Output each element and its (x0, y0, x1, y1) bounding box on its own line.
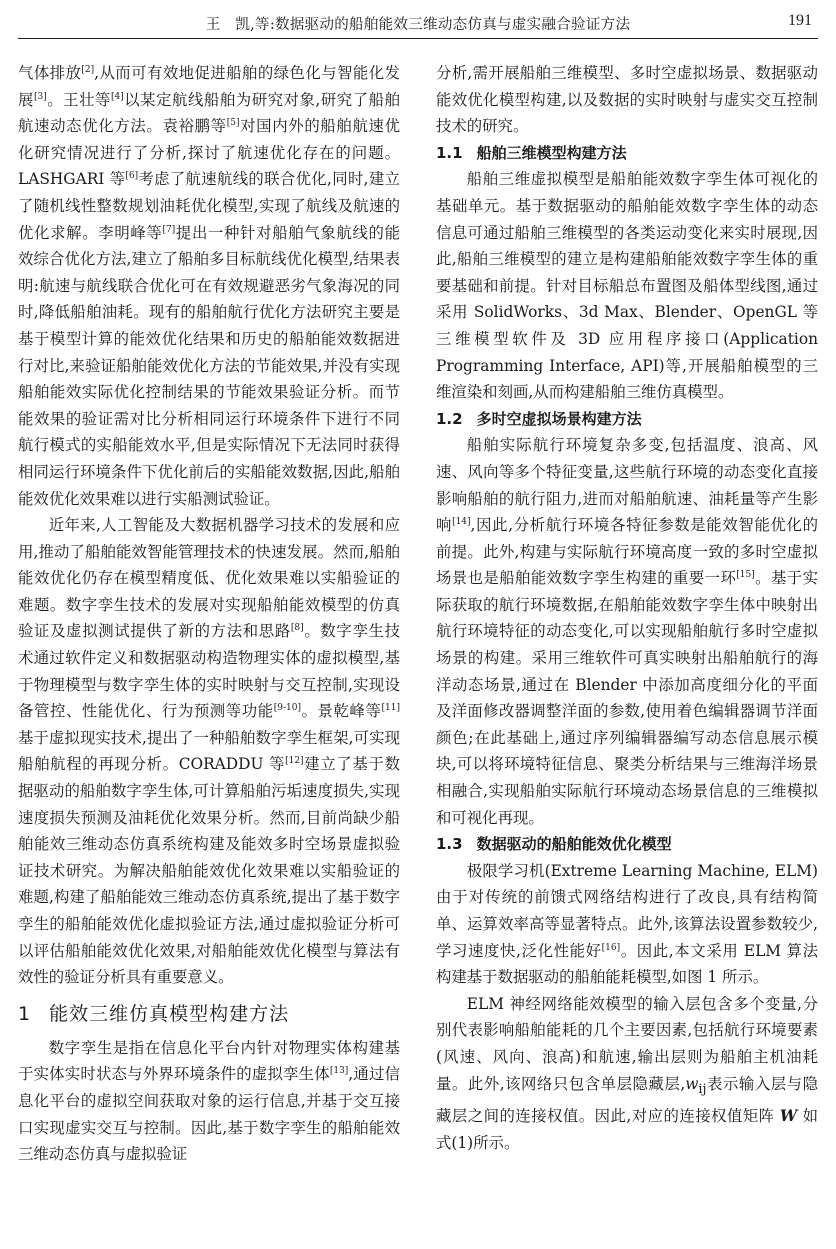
paragraph-left-1: 气体排放[2],从而可有效地促进船舶的绿色化与智能化发展[3]。王壮等[4]以某定航线船舶为研究对象,研究了船舶航速动态优化方法。袁裕鹏等[5]对国内外的船舶航速优化研究情况进行了分析,探讨了航速优化存在的问题。LASHGARI 等[6]考虑了航速航线的联合优化,同时,建立了随机线性整数规划油耗优化模型,实现了航线及航速的优化求解。李明峰等[7]提出一种针对船舶气象航线的能效综合优化方法,建立了船舶多目标航线优化模型,结果表明:航速与航线联合优化可在有效规避恶劣气象海况的同时,降低船舶油耗。现有的船舶航行优化方法研究主要是基于模型计算的能效优化结果和历史的船舶能效数据进行对比,来验证船舶能效优化方法的节能效果,并没有实现船舶能效实际优化控制结果的节能效果验证分析。而节能效果的验证需对比分析相同运行环境条件下进行不同航行模式的实船能效水平,但是实际情况下无法同时获得相同运行环境条件下优化前后的实船能效数据,因此,船舶能效优化效果难以进行实船测试验证。 (18, 64, 400, 508)
paragraph-right-4: 极限学习机(Extreme Learning Machine, ELM)由于对传统的前馈式网络结构进行了改良,具有结构简单、运算效率高等显著特点。此外,该算法设置参数较少,学习速度快,泛化性能好[16]。因此,本文采用 ELM 算法构建基于数据驱动的船舶能耗模型,如图 1 所示。 (436, 861, 818, 987)
page-number: 191 (788, 12, 812, 29)
citation-ref: [15] (736, 570, 755, 581)
running-header (18, 8, 818, 39)
citation-ref: [16] (601, 942, 621, 953)
subsection-heading-1-2: 1.2 多时空虚拟场景构建方法 (436, 409, 642, 428)
paragraph-left-2: 近年来,人工智能及大数据机器学习技术的发展和应用,推动了船舶能效智能管理技术的快速发展。然而,船舶能效优化仍存在模型精度低、优化效果难以实船验证的难题。数字孪生技术的发展对实现船舶能效模型的仿真验证及虚拟测试提供了新的方法和思路[8]。数字孪生技术通过软件定义和数据驱动构造物理实体的虚拟模型,基于物理模型与数字孪生体的实时映射与交互控制,实现设备管控、性能优化、行为预测等功能[9-10]。景乾峰等[11]基于虚拟现实技术,提出了一种船舶数字孪生框架,可实现船舶航程的再现分析。CORADDU 等[12]建立了基于数据驱动的船舶数字孪生体,可计算船舶污垢速度损失,实现速度损失预测及油耗优化效果分析。然而,目前尚缺少船舶能效三维动态仿真系统构建及能效多时空场景虚拟验证技术研究。为解决船舶能效优化效果难以实船验证的难题,构建了船舶能效三维动态仿真系统,提出了基于数字孪生的船舶能效优化虚拟验证方法,通过虚拟验证分析可以评估船舶能效优化效果,对船舶能效优化模型与算法有效性的验证分析具有重要意义。 (18, 516, 400, 987)
left-column (18, 60, 400, 1168)
citation-ref: [13] (329, 1066, 349, 1077)
running-title: 王 凯,等:数据驱动的船舶能效三维动态仿真与虚实融合验证方法 (205, 17, 631, 33)
citation-ref: [14] (452, 517, 471, 528)
citation-ref: [12] (285, 756, 304, 767)
paragraph-right-3: 船舶实际航行环境复杂多变,包括温度、浪高、风速、风向等多个特征变量,这些航行环境的动态变化直接影响船舶的航行阻力,进而对船舶航速、油耗量等产生影响[14],因此,分析航行环境各特征参数是能效智能优化的前提。此外,构建与实际航行环境高度一致的多时空虚拟场景也是船舶能效数字孪生构建的重要一环[15]。基于实际获取的航行环境数据,在船舶能效数字孪生体中映射出航行环境特征的动态变化,可以实现船舶航行多时空虚拟场景的构建。采用三维软件可真实映射出船舶航行的海洋动态场景,通过在 Blender 中添加高度细分化的平面及洋面修改器调整洋面的参数,使用着色编辑器调节洋面颜色;在此基础上,通过序列编辑器编写动态信息展示模块,可以将环境特征信息、聚类分析结果与三维海洋场景相融合,实现船舶实际航行环境动态场景信息的三维模拟和可视化再现。 (436, 436, 818, 827)
citation-ref: [2] (81, 65, 95, 75)
paragraph-right-5: ELM 神经网络能效模型的输入层包含多个变量,分别代表影响船舶能耗的几个主要因素,包括航行环境要素(风速、风向、浪高)和航速,输出层则为船舶主机油耗量。此外,该网络只包含单层隐藏层$,w_{ij}$表示输入层与隐藏层之间的连接权值。因此,对应的连接权值矩阵 W 如式(1)所示。 (436, 994, 818, 1152)
right-column (436, 60, 818, 1156)
section-heading-1: 1 能效三维仿真模型构建方法 (18, 1002, 290, 1025)
citation-ref: [9-10] (273, 703, 301, 714)
citation-ref: [3] (33, 91, 47, 102)
subsection-heading-1-3: 1.3 数据驱动的船舶能效优化模型 (436, 835, 672, 854)
citation-ref: [8] (290, 623, 304, 634)
paragraph-left-3: 数字孪生是指在信息化平台内针对物理实体构建基于实体实时状态与外界环境条件的虚拟孪生体[13],通过信息化平台的虚拟空间获取对象的运行信息,并基于交互接口实现虚实交互与控制。因此,基于数字孪生的船舶能效三维动态仿真与虚拟验证 (18, 1038, 400, 1164)
paragraph-right-2: 船舶三维虚拟模型是船舶能效数字孪生体可视化的基础单元。基于数据驱动的船舶能效数字孪生体的动态信息可通过船舶三维模型的各类运动变化来实时展现,因此,船舶三维模型的建立是构建船舶能效数字孪生体的重要基础和前提。针对目标船总布置图及船体型线图,通过采用 SolidWorks、3d Max、Blender、OpenGL 等三维模型软件及 3D 应用程序接口(Application Programming Interface, API)等,开展船舶模型的三维渲染和刻画,从而构建船舶三维仿真模型。 (436, 170, 818, 402)
citation-ref: [11] (381, 703, 400, 714)
paragraph-right-1: 分析,需开展船舶三维模型、多时空虚拟场景、数据驱动能效优化模型构建,以及数据的实时映射与虚实交互控制技术的研究。 (436, 64, 818, 136)
weight-matrix-symbol: W (779, 1107, 798, 1126)
citation-ref: [5] (226, 118, 240, 129)
citation-ref: [6] (125, 171, 139, 182)
weight-symbol: w (685, 1074, 699, 1093)
citation-ref: [7] (162, 224, 176, 235)
subsection-heading-1-1: 1.1 船舶三维模型构建方法 (436, 143, 627, 162)
citation-ref: [4] (110, 91, 124, 102)
